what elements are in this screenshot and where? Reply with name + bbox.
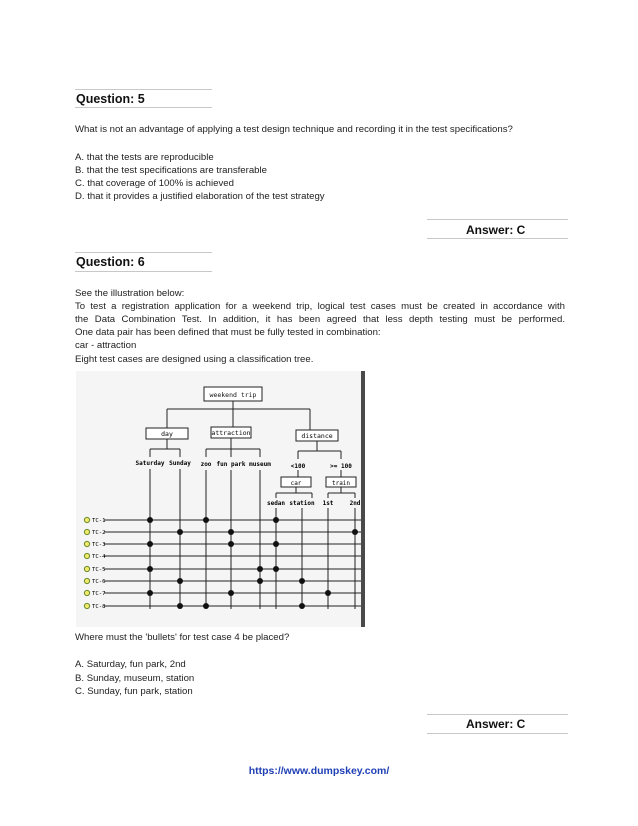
q5-option-d: D. that it provides a justified elaboration of the test strategy [75, 191, 325, 202]
q6-intro-line-6: Eight test cases are designed using a classification tree. [75, 354, 314, 365]
q5-top-rule [75, 89, 212, 90]
leaf-museum: museum [249, 461, 271, 468]
q6-option-b: B. Sunday, museum, station [75, 673, 195, 684]
q6-intro-line-4: One data pair has been defined that must be fully tested in combination: [75, 327, 381, 338]
footer-link[interactable]: https://www.dumpskey.com/ [248, 765, 390, 777]
q5-question: What is not an advantage of applying a test design technique and recording it in the test specifications? [75, 124, 513, 135]
leaf-lt100: <100 [290, 463, 306, 470]
q5-option-b: B. that the test specifications are transferable [75, 165, 267, 176]
tc-label-8: TC-8 [92, 604, 106, 610]
q5-title: Question: 5 [76, 92, 145, 106]
class-label-distance: distance [301, 432, 333, 440]
q6-answer-top-rule [427, 714, 568, 715]
classification-tree-figure [76, 371, 365, 627]
q5-answer: Answer: C [466, 223, 526, 237]
q6-bottom-rule [75, 271, 212, 272]
classification-tree-svg [76, 371, 365, 627]
q6-intro-line-3: the Data Combination Test. In addition, it has been agreed that less depth testing must be performed. [75, 314, 565, 325]
tc-label-1: TC-1 [92, 518, 106, 524]
tc-label-6: TC-6 [92, 579, 106, 585]
q5-option-a: A. that the tests are reproducible [75, 152, 214, 163]
leaf-saturday: Saturday [135, 460, 165, 467]
q6-option-c: C. Sunday, fun park, station [75, 686, 193, 697]
tc-label-5: TC-5 [92, 567, 106, 573]
sub-leaf-2nd: 2nd [349, 500, 361, 507]
q6-answer-bottom-rule [427, 733, 568, 734]
sub-leaf-station: station [289, 500, 315, 507]
q6-answer: Answer: C [466, 717, 526, 731]
sub-class-label-train: train [331, 480, 351, 487]
q6-intro-line-5: car - attraction [75, 340, 137, 351]
q6-top-rule [75, 252, 212, 253]
tc-label-7: TC-7 [92, 591, 106, 597]
class-label-attraction: attraction [211, 429, 251, 437]
q6-question: Where must the 'bullets' for test case 4 be placed? [75, 632, 290, 643]
sub-class-label-car: car [290, 480, 302, 487]
tc-label-3: TC-3 [92, 542, 106, 548]
leaf-sunday: Sunday [169, 460, 191, 467]
q5-bottom-rule [75, 107, 212, 108]
q5-answer-top-rule [427, 219, 568, 220]
root-node-label: weekend trip [209, 391, 257, 399]
sub-leaf-sedan: sedan [266, 500, 286, 507]
tc-label-2: TC-2 [92, 530, 106, 536]
q6-intro-line-2: To test a registration application for a weekend trip, logical test cases must be created in accordance with [75, 301, 565, 312]
q6-title: Question: 6 [76, 255, 145, 269]
q6-option-a: A. Saturday, fun park, 2nd [75, 659, 186, 670]
leaf-fun-park: fun park [216, 461, 246, 468]
q6-intro-line-1: See the illustration below: [75, 288, 185, 299]
leaf-zoo: zoo [200, 461, 212, 468]
sub-leaf-1st: 1st [322, 500, 334, 507]
q5-option-c: C. that coverage of 100% is achieved [75, 178, 234, 189]
tc-label-4: TC-4 [92, 554, 106, 560]
q5-answer-bottom-rule [427, 238, 568, 239]
leaf-gte100: >= 100 [330, 463, 352, 470]
class-label-day: day [161, 430, 173, 438]
